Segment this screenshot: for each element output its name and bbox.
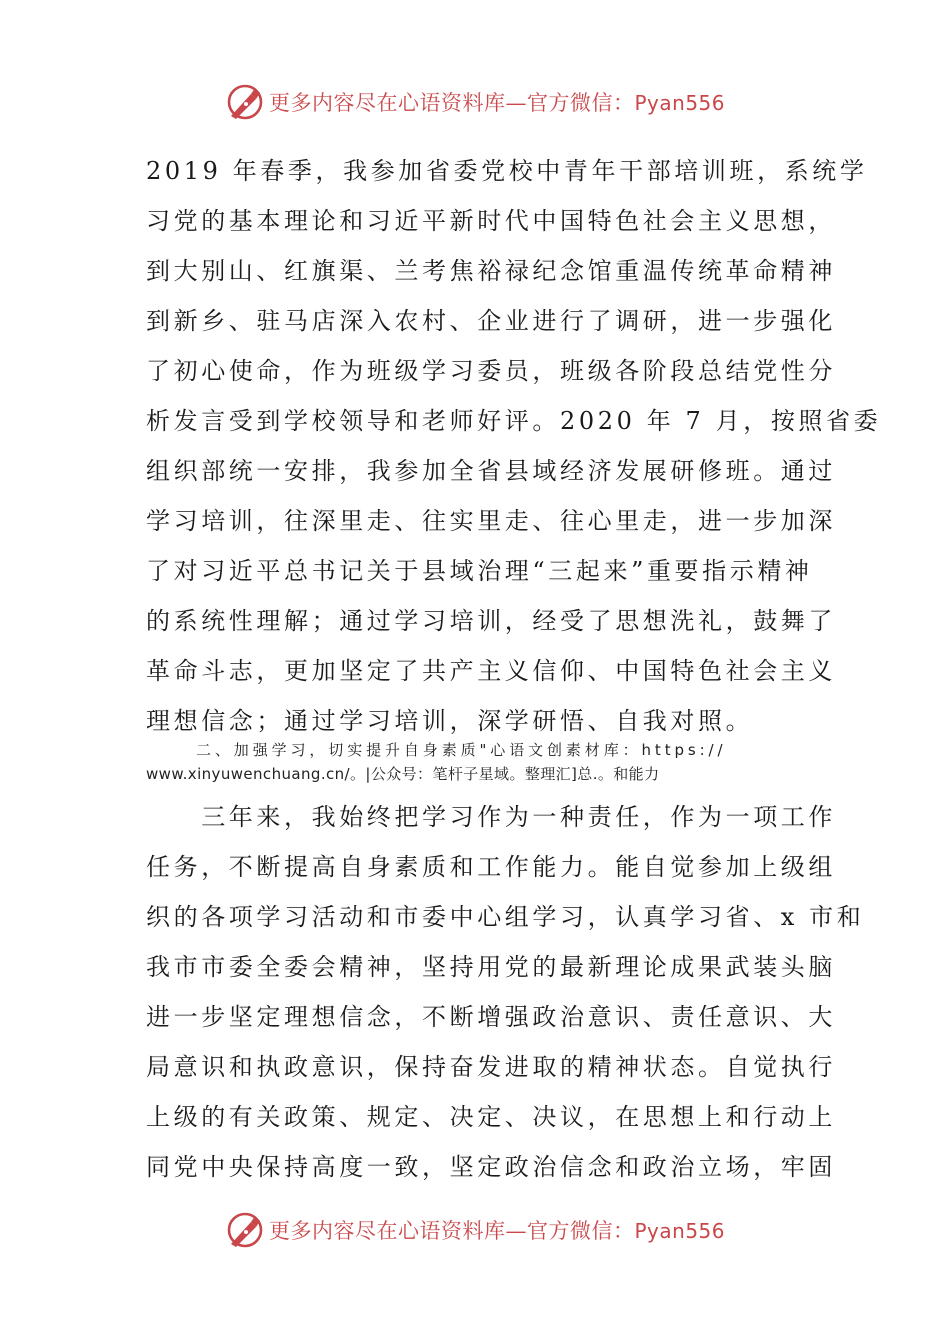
header-banner xyxy=(0,82,950,122)
paragraph-line: 同党中央保持高度一致，坚定政治信念和政治立场，牢固 xyxy=(146,1153,836,1181)
paragraph-line: 学习培训，往深里走、往实里走、往心里走，进一步加深 xyxy=(146,507,836,535)
paragraph-line: 的系统性理解；通过学习培训，经受了思想洗礼，鼓舞了 xyxy=(146,607,836,635)
paragraph-line: 理想信念；通过学习培训，深学研悟、自我对照。 xyxy=(146,707,754,735)
footer-wechat-id: Pyan556 xyxy=(634,1219,725,1243)
paragraph-2 xyxy=(146,792,865,1192)
paragraph-line: 了初心使命，作为班级学习委员，班级各阶段总结党性分 xyxy=(146,357,836,385)
paragraph-line: 习党的基本理论和习近平新时代中国特色社会主义思想， xyxy=(146,207,836,235)
pen-nib-logo-icon xyxy=(225,1210,265,1250)
paragraph-line: 析发言受到学校领导和老师好评。2020 年 7 月，按照省委 xyxy=(146,407,882,435)
section-heading-line: www.xinyuwenchuang.cn/。|公众号：笔杆子星域。整理汇]总.。和能力 xyxy=(146,765,660,783)
pen-nib-logo-icon xyxy=(225,82,265,122)
paragraph-line: 任务，不断提高自身素质和工作能力。能自觉参加上级组 xyxy=(146,853,836,881)
footer-banner xyxy=(0,1210,950,1250)
paragraph-line: 进一步坚定理想信念，不断增强政治意识、责任意识、大 xyxy=(146,1003,836,1031)
paragraph-line: 局意识和执政意识，保持奋发进取的精神状态。自觉执行 xyxy=(146,1053,836,1081)
paragraph-line: 组织部统一安排，我参加全省县域经济发展研修班。通过 xyxy=(146,457,836,485)
paragraph-line: 到大别山、红旗渠、兰考焦裕禄纪念馆重温传统革命精神 xyxy=(146,257,836,285)
section-heading-line: 二、加强学习，切实提升自身素质"心语文创素材库：https:// xyxy=(196,741,727,759)
footer-banner-text: 更多内容尽在心语资料库—官方微信： xyxy=(268,1219,635,1243)
section-heading xyxy=(146,738,810,786)
paragraph-line: 上级的有关政策、规定、决定、决议，在思想上和行动上 xyxy=(146,1103,836,1131)
paragraph-line: 2019 年春季，我参加省委党校中青年干部培训班，系统学 xyxy=(146,157,868,185)
paragraph-line: 我市市委全委会精神，坚持用党的最新理论成果武装头脑 xyxy=(146,953,836,981)
paragraph-line: 织的各项学习活动和市委中心组学习，认真学习省、x 市和 xyxy=(146,903,865,931)
paragraph-1 xyxy=(146,146,882,746)
paragraph-line: 三年来，我始终把学习作为一种责任，作为一项工作 xyxy=(146,803,836,831)
header-banner-text: 更多内容尽在心语资料库—官方微信： xyxy=(268,91,635,115)
paragraph-line: 了对习近平总书记关于县域治理“三起来”重要指示精神 xyxy=(146,557,813,585)
paragraph-line: 革命斗志，更加坚定了共产主义信仰、中国特色社会主义 xyxy=(146,657,836,685)
header-wechat-id: Pyan556 xyxy=(634,91,725,115)
paragraph-line: 到新乡、驻马店深入农村、企业进行了调研，进一步强化 xyxy=(146,307,836,335)
